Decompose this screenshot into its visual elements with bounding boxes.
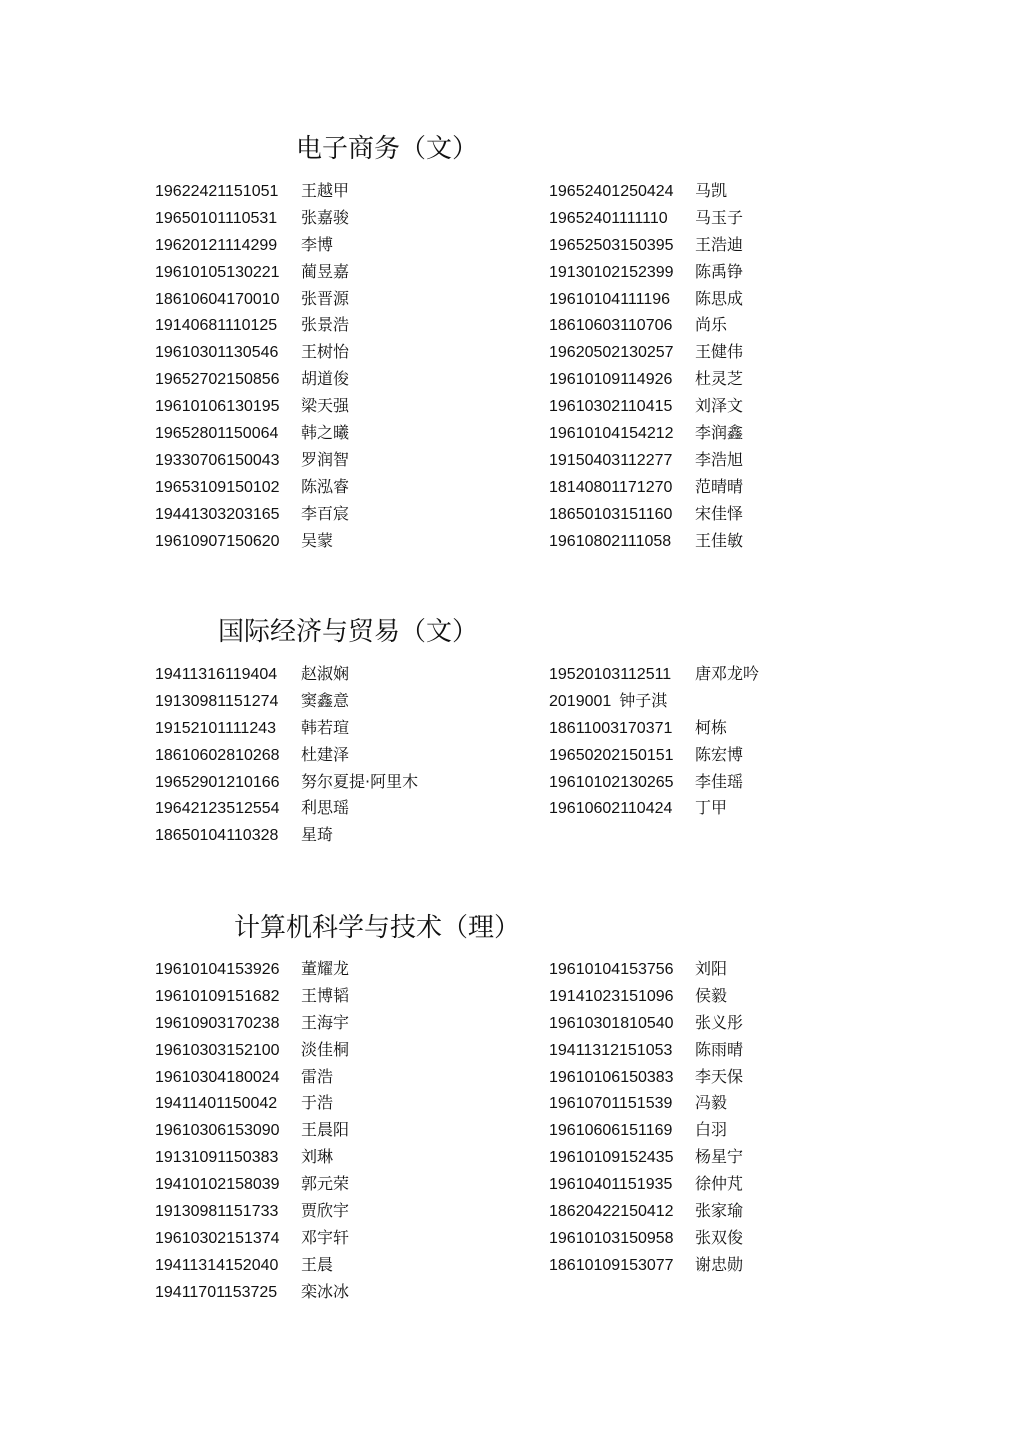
student-id: 19130981151274	[155, 692, 279, 710]
student-row	[549, 1144, 743, 1171]
student-row	[549, 232, 743, 259]
student-name: 贾欣宇	[301, 1201, 350, 1221]
student-id: 19610302110415	[549, 398, 673, 416]
student-id: 18650104110328	[155, 827, 279, 845]
student-row	[155, 366, 349, 393]
student-row	[549, 1090, 743, 1117]
student-row	[549, 1037, 743, 1064]
student-row	[549, 339, 743, 366]
student-row	[155, 1144, 349, 1171]
student-name: 冯毅	[695, 1093, 728, 1113]
student-name: 李佳瑶	[695, 771, 744, 791]
student-row	[549, 286, 743, 313]
student-row	[549, 528, 743, 555]
student-id: 18611003170371	[549, 719, 673, 737]
student-row	[155, 1198, 349, 1225]
student-name: 王浩迪	[695, 234, 744, 254]
student-row	[549, 661, 759, 688]
student-row	[155, 232, 349, 259]
student-name: 王越甲	[301, 181, 350, 200]
student-name: 王海宇	[301, 1012, 350, 1032]
student-id: 19610106130195	[155, 398, 280, 416]
student-id: 19610606151169	[549, 1122, 673, 1140]
student-row	[549, 447, 743, 474]
student-row	[155, 1252, 349, 1279]
student-name: 白羽	[695, 1120, 728, 1140]
student-row	[549, 1064, 743, 1091]
student-id: 19652801150064	[155, 425, 279, 443]
student-name: 范晴晴	[695, 476, 744, 496]
student-id: 19610104153756	[549, 961, 674, 978]
student-id: 19610907150620	[155, 532, 280, 550]
student-id: 19130102152399	[549, 263, 674, 281]
student-id: 19411312151053	[549, 1041, 673, 1059]
student-row	[155, 1064, 349, 1091]
student-row	[155, 501, 349, 528]
student-name: 马玉子	[695, 207, 744, 227]
student-id: 19610302151374	[155, 1229, 280, 1247]
student-row	[155, 286, 349, 313]
student-row	[549, 1252, 743, 1279]
student-column-right	[549, 661, 759, 822]
student-id: 19131091150383	[155, 1149, 279, 1167]
student-name: 王博韬	[301, 985, 350, 1005]
student-id: 19652901210166	[155, 773, 280, 791]
student-id: 19652702150856	[155, 371, 280, 389]
student-row	[155, 339, 349, 366]
student-row	[549, 769, 759, 796]
student-row	[155, 205, 349, 232]
student-id: 18610603110706	[549, 317, 673, 335]
student-row	[155, 420, 349, 447]
student-row	[155, 822, 418, 849]
student-column-left	[155, 178, 349, 554]
student-id: 19330706150043	[155, 451, 280, 469]
student-name: 王佳敏	[695, 530, 744, 550]
student-id: 19652401250424	[549, 183, 674, 200]
student-column-right	[549, 956, 743, 1279]
student-name: 蔺昱嘉	[301, 261, 350, 281]
student-row	[549, 1198, 743, 1225]
student-name: 张家瑜	[695, 1201, 744, 1221]
student-row	[155, 1010, 349, 1037]
student-id: 19610301130546	[155, 344, 279, 362]
student-id: 19610701151539	[549, 1095, 673, 1113]
student-row	[549, 742, 759, 769]
student-row	[155, 1171, 349, 1198]
student-row	[155, 1225, 349, 1252]
student-id: 2019001	[549, 692, 612, 710]
student-name: 王健伟	[695, 342, 744, 362]
student-id: 19610106150383	[549, 1068, 674, 1086]
student-name: 钟子淇	[619, 690, 668, 710]
student-name: 杜建泽	[301, 744, 350, 764]
student-id: 18140801171270	[549, 478, 673, 496]
student-column-left	[155, 661, 418, 849]
student-id: 19610903170238	[155, 1014, 280, 1032]
student-name: 丁甲	[695, 798, 728, 818]
student-name: 胡道俊	[301, 369, 350, 389]
student-name: 利思瑶	[301, 798, 350, 818]
student-id: 19150403112277	[549, 451, 673, 469]
student-name: 徐仲芃	[695, 1174, 744, 1194]
student-name: 栾冰冰	[301, 1281, 350, 1301]
student-id: 19620121114299	[155, 236, 278, 254]
student-id: 19411401150042	[155, 1095, 278, 1113]
student-id: 19620502130257	[549, 344, 674, 362]
student-name: 梁天强	[301, 396, 350, 416]
student-id: 19610104153926	[155, 961, 280, 978]
student-name: 李博	[301, 234, 334, 254]
student-column-right	[549, 178, 743, 554]
student-row	[549, 715, 759, 742]
student-name: 陈宏博	[695, 744, 744, 764]
student-id: 19520103112511	[549, 666, 672, 683]
student-name: 刘阳	[695, 959, 728, 978]
student-name: 柯栋	[695, 717, 728, 737]
student-row	[549, 501, 743, 528]
student-row	[549, 420, 743, 447]
section-title: 电子商务（文）	[296, 134, 479, 164]
student-row	[549, 205, 743, 232]
student-id: 19650202150151	[549, 746, 674, 764]
student-row	[155, 795, 418, 822]
section-title: 国际经济与贸易（文）	[218, 617, 479, 647]
student-name: 陈禹铮	[695, 261, 744, 281]
student-row	[549, 795, 759, 822]
student-name: 王树怡	[301, 342, 350, 362]
student-row	[549, 259, 743, 286]
student-row	[549, 688, 759, 715]
student-name: 李百宸	[301, 503, 350, 523]
student-id: 19411701153725	[155, 1283, 278, 1301]
student-row	[155, 956, 349, 983]
student-row	[155, 447, 349, 474]
student-row	[155, 715, 418, 742]
student-row	[155, 688, 418, 715]
student-id: 19610102130265	[549, 773, 674, 791]
student-row	[549, 312, 743, 339]
student-row	[155, 393, 349, 420]
student-name: 张双俊	[695, 1227, 744, 1247]
student-name: 李润鑫	[695, 423, 744, 443]
student-name: 淡佳桐	[301, 1039, 350, 1059]
student-name: 张嘉骏	[301, 207, 350, 227]
student-row	[155, 178, 349, 205]
student-row	[155, 1037, 349, 1064]
student-row	[155, 259, 349, 286]
student-id: 19140681110125	[155, 317, 278, 335]
student-name: 郭元荣	[301, 1174, 350, 1194]
student-id: 18650103151160	[549, 505, 673, 523]
student-id: 18610602810268	[155, 746, 280, 764]
student-row	[155, 312, 349, 339]
student-name: 刘泽文	[695, 396, 744, 416]
student-name: 张景浩	[301, 315, 350, 335]
student-name: 韩若瑄	[301, 717, 350, 737]
student-name: 侯毅	[695, 985, 728, 1005]
student-name: 谢忠勋	[695, 1254, 744, 1274]
student-id: 19610104154212	[549, 425, 674, 443]
student-id: 19130981151733	[155, 1203, 279, 1221]
student-name: 尚乐	[695, 315, 728, 335]
student-row	[549, 1171, 743, 1198]
student-name: 李天保	[695, 1066, 744, 1086]
student-name: 韩之曦	[301, 423, 350, 443]
student-id: 19610301810540	[549, 1014, 674, 1032]
student-row	[549, 393, 743, 420]
student-id: 19610802111058	[549, 532, 672, 550]
student-name: 于浩	[301, 1093, 334, 1113]
student-name: 董耀龙	[301, 959, 350, 978]
student-name: 杨星宁	[695, 1147, 744, 1167]
student-name: 赵淑娴	[301, 664, 350, 683]
student-id: 19610103150958	[549, 1229, 674, 1247]
student-name: 张晋源	[301, 288, 350, 308]
student-name: 宋佳怿	[695, 503, 744, 523]
student-name: 王晨	[301, 1254, 334, 1274]
student-id: 19441303203165	[155, 505, 280, 523]
student-id: 19411314152040	[155, 1256, 279, 1274]
student-name: 李浩旭	[695, 449, 744, 469]
student-row	[155, 1279, 349, 1306]
section-title: 计算机科学与技术（理）	[234, 913, 521, 943]
student-id: 19410102158039	[155, 1176, 280, 1194]
student-id: 19610109151682	[155, 987, 280, 1005]
student-row	[549, 956, 743, 983]
student-name: 唐邓龙吟	[695, 664, 760, 683]
student-row	[155, 769, 418, 796]
student-row	[155, 661, 418, 688]
student-id: 19610602110424	[549, 800, 673, 818]
student-row	[549, 178, 743, 205]
student-row	[155, 474, 349, 501]
student-id: 19652401111110	[549, 209, 668, 227]
student-id: 19653109150102	[155, 478, 280, 496]
student-id: 19650101110531	[155, 209, 278, 227]
student-row	[155, 983, 349, 1010]
student-name: 陈泓睿	[301, 476, 350, 496]
student-id: 18610109153077	[549, 1256, 674, 1274]
student-id: 19610109114926	[549, 371, 673, 389]
student-row	[549, 1117, 743, 1144]
student-row	[155, 528, 349, 555]
student-name: 星琦	[301, 825, 334, 845]
student-row	[155, 742, 418, 769]
student-name: 罗润智	[301, 449, 350, 469]
student-id: 19610306153090	[155, 1122, 280, 1140]
student-id: 19610401151935	[549, 1176, 673, 1194]
student-id: 19642123512554	[155, 800, 280, 818]
student-id: 19411316119404	[155, 666, 278, 683]
student-row	[549, 1225, 743, 1252]
student-id: 18620422150412	[549, 1203, 674, 1221]
student-row	[155, 1117, 349, 1144]
student-id: 19610109152435	[549, 1149, 674, 1167]
student-id: 19610105130221	[155, 263, 280, 281]
student-name: 邓宇轩	[301, 1227, 350, 1247]
student-name: 马凯	[695, 181, 728, 200]
student-name: 王晨阳	[301, 1120, 350, 1140]
student-column-left	[155, 956, 349, 1306]
student-id: 19622421151051	[155, 183, 279, 200]
student-name: 刘琳	[301, 1147, 334, 1167]
student-name: 陈雨晴	[695, 1039, 744, 1059]
student-id: 19610304180024	[155, 1068, 280, 1086]
student-name: 杜灵芝	[695, 369, 744, 389]
student-name: 雷浩	[301, 1066, 334, 1086]
student-row	[549, 983, 743, 1010]
student-row	[155, 1090, 349, 1117]
student-name: 陈思成	[695, 288, 744, 308]
student-id: 19152101111243	[155, 719, 277, 737]
student-name: 努尔夏提·阿里木	[301, 771, 419, 791]
student-id: 19141023151096	[549, 987, 674, 1005]
student-row	[549, 474, 743, 501]
student-id: 19652503150395	[549, 236, 674, 254]
student-row	[549, 1010, 743, 1037]
student-name: 张义彤	[695, 1012, 744, 1032]
student-id: 19610303152100	[155, 1041, 280, 1059]
student-row	[549, 366, 743, 393]
student-name: 吴蒙	[301, 530, 334, 550]
student-id: 19610104111196	[549, 290, 671, 308]
student-id: 18610604170010	[155, 290, 280, 308]
student-name: 窦鑫意	[301, 690, 350, 710]
